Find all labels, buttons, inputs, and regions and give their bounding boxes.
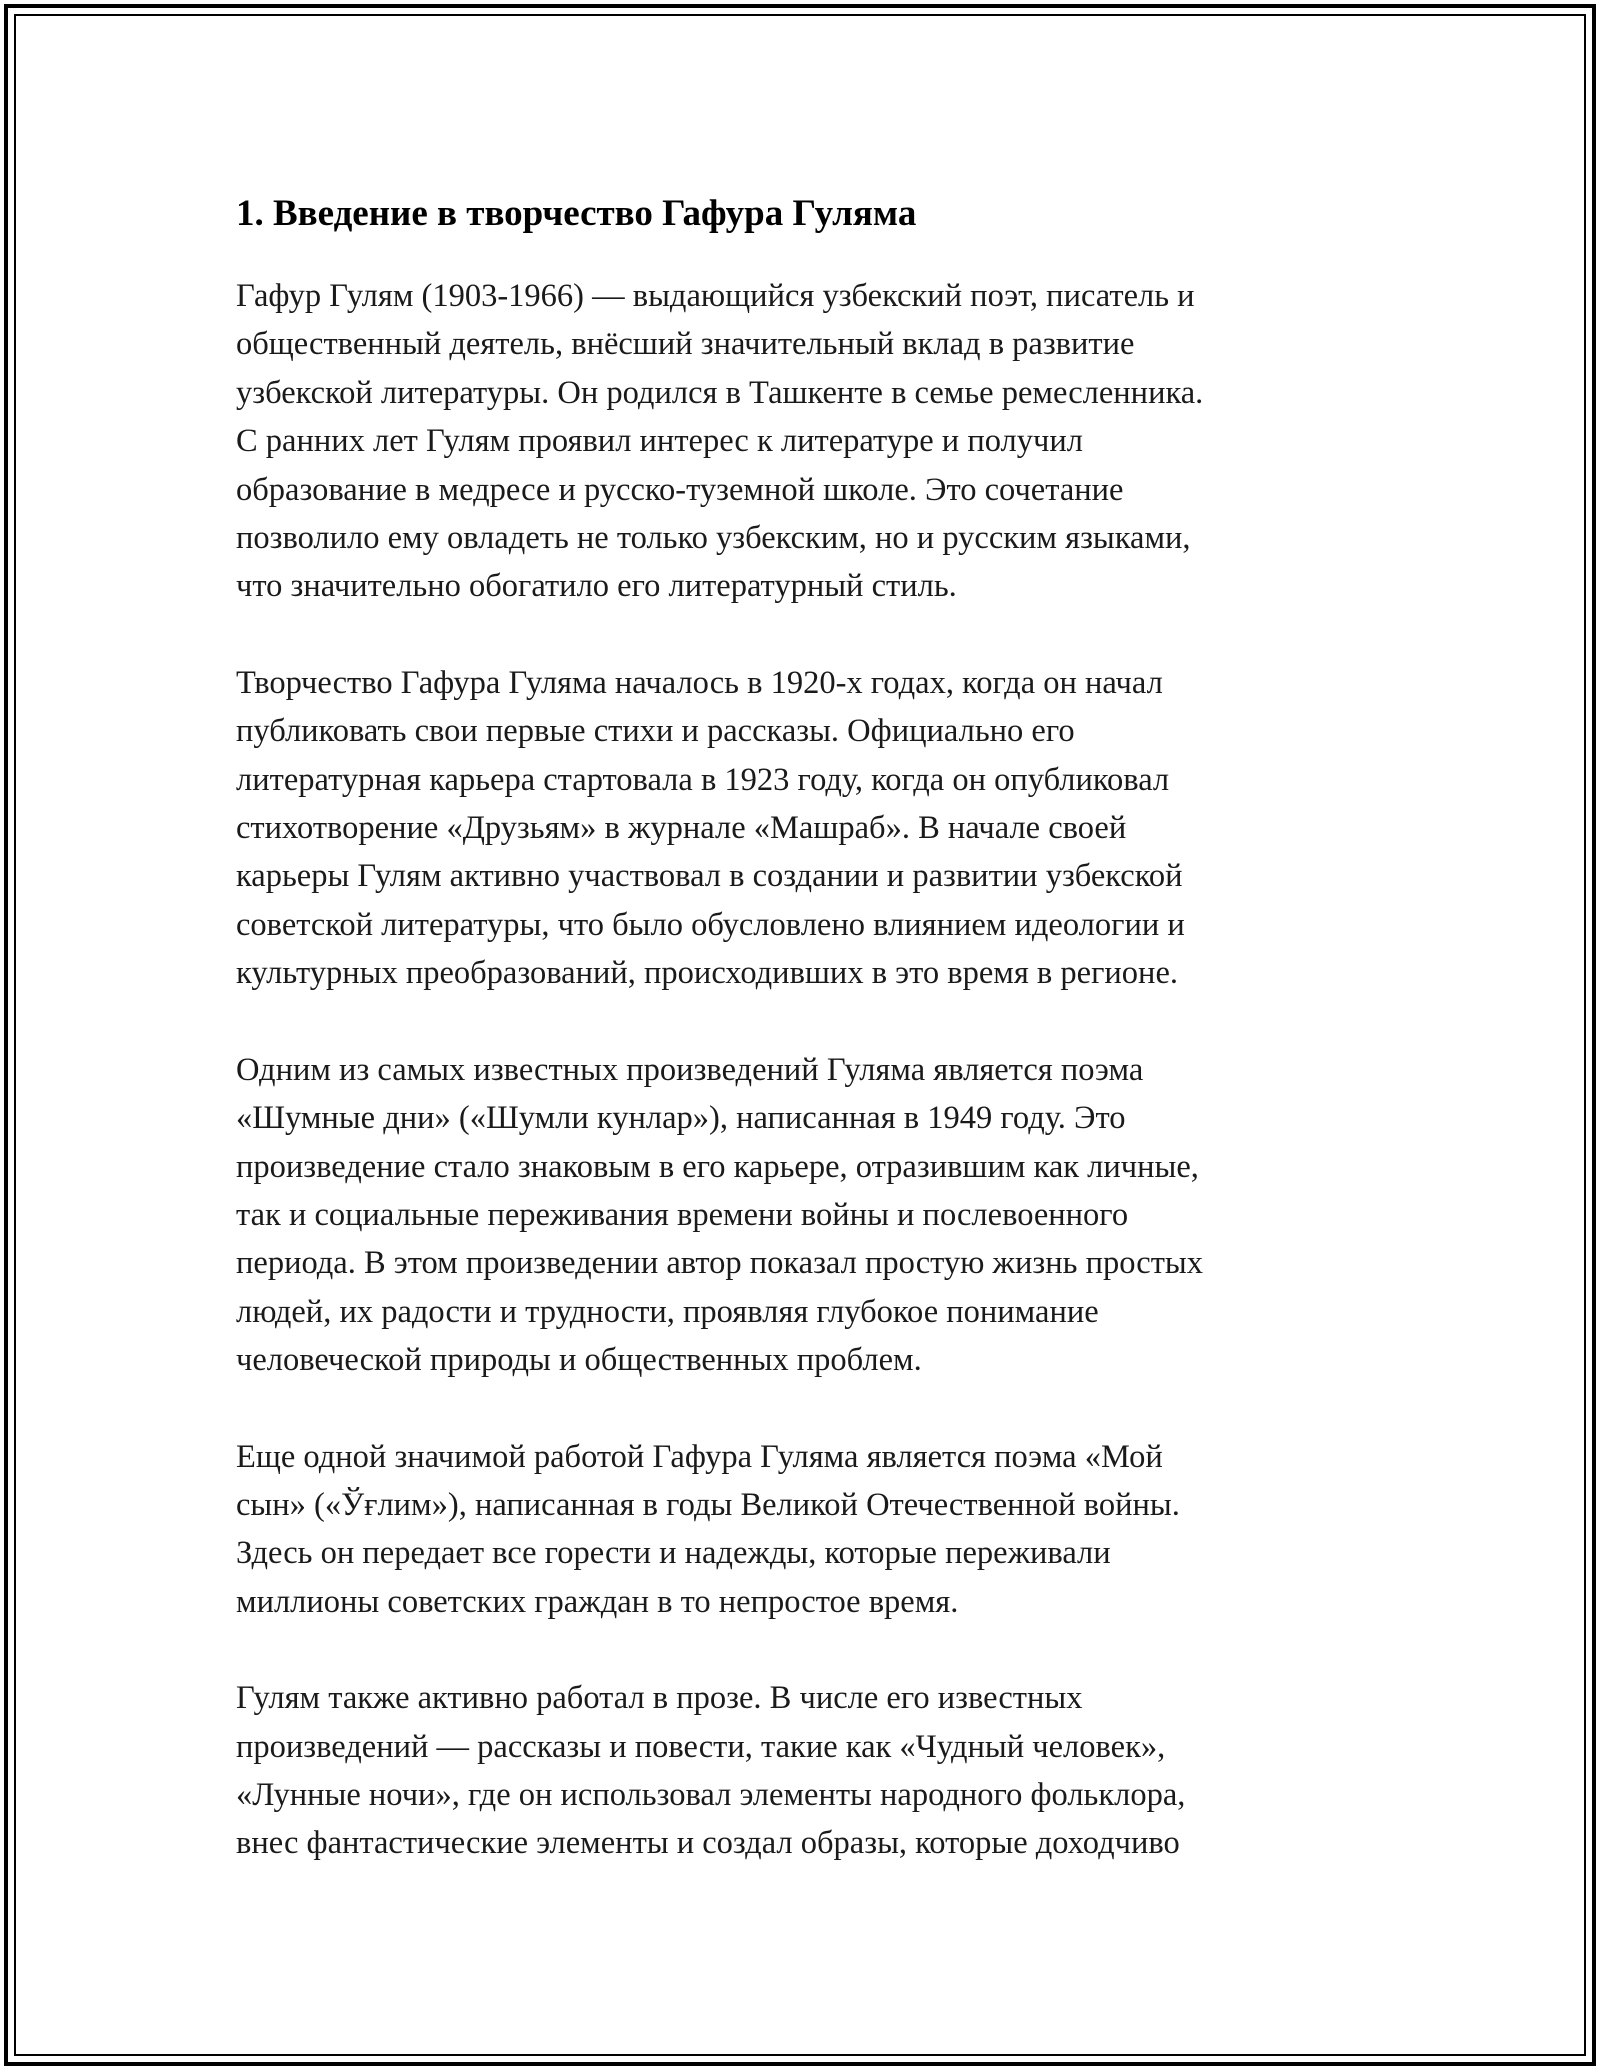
text-line: публиковать свои первые стихи и рассказы. Официально его [236,713,1075,750]
text-line: произведение стало знаковым в его карьере, отразившим как личные, [236,1148,1199,1185]
text-line: сын» («Ўғлим»), написанная в годы Великой Отечественной войны. [236,1486,1180,1523]
text-line: узбекской литературы. Он родился в Ташкенте в семье ремесленника. [236,374,1204,411]
text-line: С ранних лет Гулям проявил интерес к литературе и получил [236,423,1083,460]
paragraph-1 [236,272,1366,611]
text-line: что значительно обогатило его литературный стиль. [236,568,957,605]
text-line: советской литературы, что было обусловлено влиянием идеологии и [236,906,1185,943]
text-line: Еще одной значимой работой Гафура Гуляма является поэма «Мой [236,1438,1163,1475]
text-line: произведений — рассказы и повести, такие как «Чудный человек», [236,1728,1166,1765]
text-line: Здесь он передает все горести и надежды, которые переживали [236,1535,1111,1572]
paragraph-4 [236,1433,1366,1627]
paragraph-3 [236,1046,1366,1385]
document-body [236,186,1366,1916]
text-line: миллионы советских граждан в то непростое время. [236,1583,959,1620]
text-line: образование в медресе и русско-туземной школе. Это сочетание [236,471,1124,508]
text-line: внес фантастические элементы и создал образы, которые доходчиво [236,1825,1180,1862]
text-line: «Лунные ночи», где он использовал элементы народного фольклора, [236,1776,1186,1813]
text-line: литературная карьера стартовала в 1923 году, когда он опубликовал [236,761,1170,798]
section-heading: 1. Введение в творчество Гафура Гуляма [236,193,917,234]
text-line: карьеры Гулям активно участвовал в создании и развитии узбекской [236,858,1183,895]
text-line: людей, их радости и трудности, проявляя глубокое понимание [236,1293,1099,1330]
text-line: человеческой природы и общественных проблем. [236,1342,922,1379]
text-line: периода. В этом произведении автор показал простую жизнь простых [236,1245,1203,1282]
paragraph-5 [236,1674,1366,1868]
text-line: позволило ему овладеть не только узбекским, но и русским языками, [236,520,1191,557]
text-line: так и социальные переживания времени войны и послевоенного [236,1196,1129,1233]
text-line: Гулям также активно работал в прозе. В числе его известных [236,1680,1083,1717]
text-line: Одним из самых известных произведений Гуляма является поэма [236,1051,1144,1088]
text-line: Гафур Гулям (1903-1966) — выдающийся узбекский поэт, писатель и [236,278,1195,314]
text-line: общественный деятель, внёсший значительный вклад в развитие [236,326,1135,363]
text-line: культурных преобразований, происходивших в это время в регионе. [236,955,1178,992]
text-line: Творчество Гафура Гуляма началось в 1920-х годах, когда он начал [236,664,1163,701]
text-line: стихотворение «Друзьям» в журнале «Машраб». В начале своей [236,810,1127,847]
text-line: «Шумные дни» («Шумли кунлар»), написанная в 1949 году. Это [236,1100,1126,1137]
paragraph-2 [236,659,1366,998]
